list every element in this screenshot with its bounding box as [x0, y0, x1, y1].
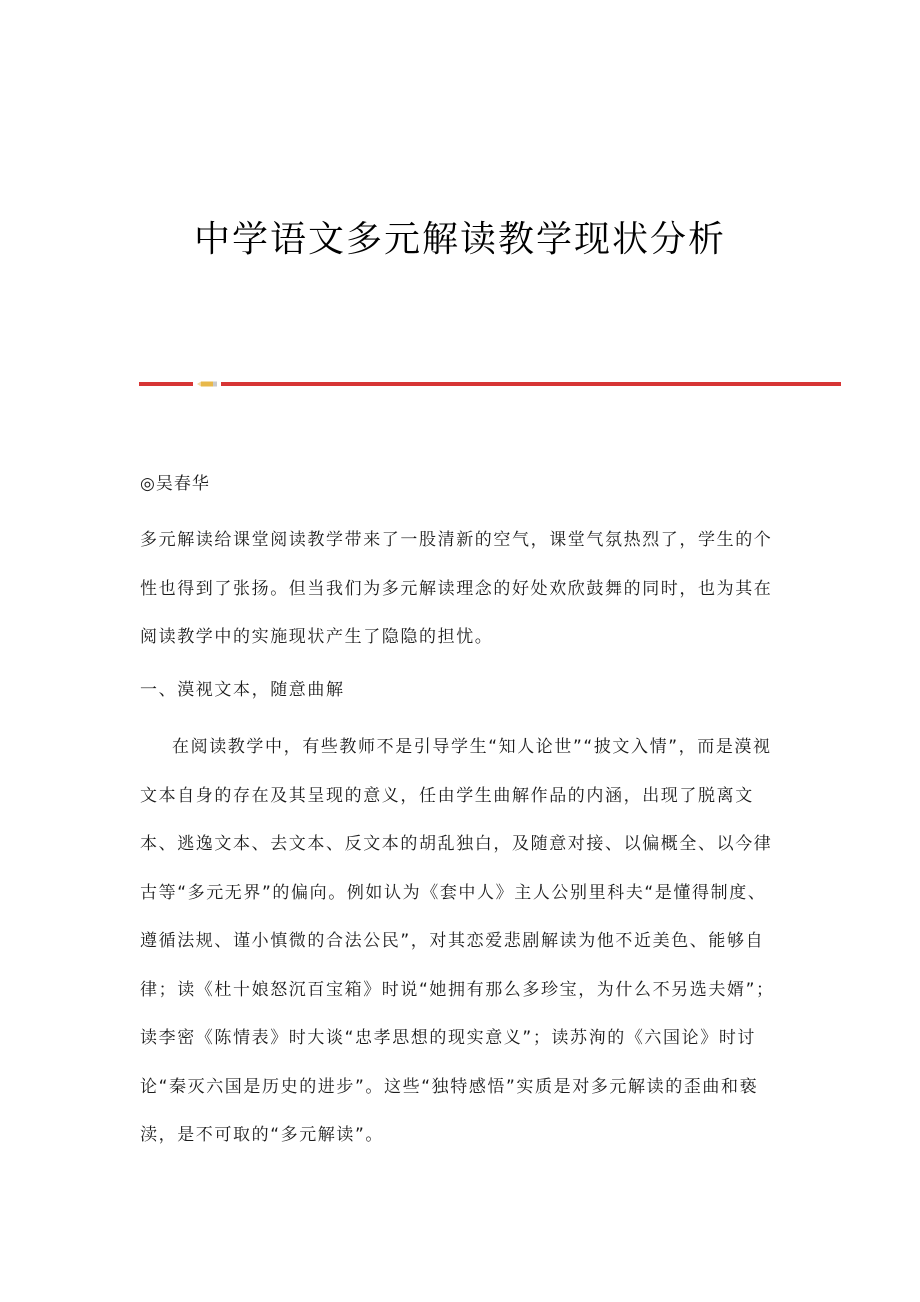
divider-bar-right: [221, 382, 841, 386]
section-heading: 一、漠视文本，随意曲解: [140, 680, 345, 700]
page-title: 中学语文多元解读教学现状分析: [193, 219, 726, 260]
intro-paragraph: 多元解读给课堂阅读教学带来了一股清新的空气，课堂气氛热烈了，学生的个性也得到了张扬。但当我们为多元解读理念的好处欢欣鼓舞的同时，也为其在阅读教学中的实施现状产生了隐隐的担忧。: [140, 530, 773, 647]
pencil-icon: [197, 381, 217, 387]
body-paragraph: 在阅读教学中，有些教师不是引导学生“知人论世”“披文入情”，而是漠视文本自身的存在及其呈现的意义，任由学生曲解作品的内涵，出现了脱离文本、逃逸文本、去文本、反文本的胡乱独白，及随意对接、以偏概全、以今律古等“多元无界”的偏向。例如认为《套中人》主人公别里科夫“是懂得制度、遵循法规、谨小慎微的合法公民”，对其恋爱悲剧解读为他不近美色、能够自律；读《杜十娘怒沉百宝箱》时说“她拥有那么多珍宝，为什么不另选夫婿”；读李密《陈情表》时大谈“忠孝思想的现实意义”；读苏洵的《六国论》时讨论“秦灭六国是历史的进步”。这些“独特感悟”实质是对多元解读的歪曲和亵渎，是不可取的“多元解读”。: [140, 737, 775, 1145]
divider-bar-left: [139, 382, 193, 386]
title-divider: [139, 380, 841, 388]
author-byline: ◎吴春华: [140, 474, 210, 494]
